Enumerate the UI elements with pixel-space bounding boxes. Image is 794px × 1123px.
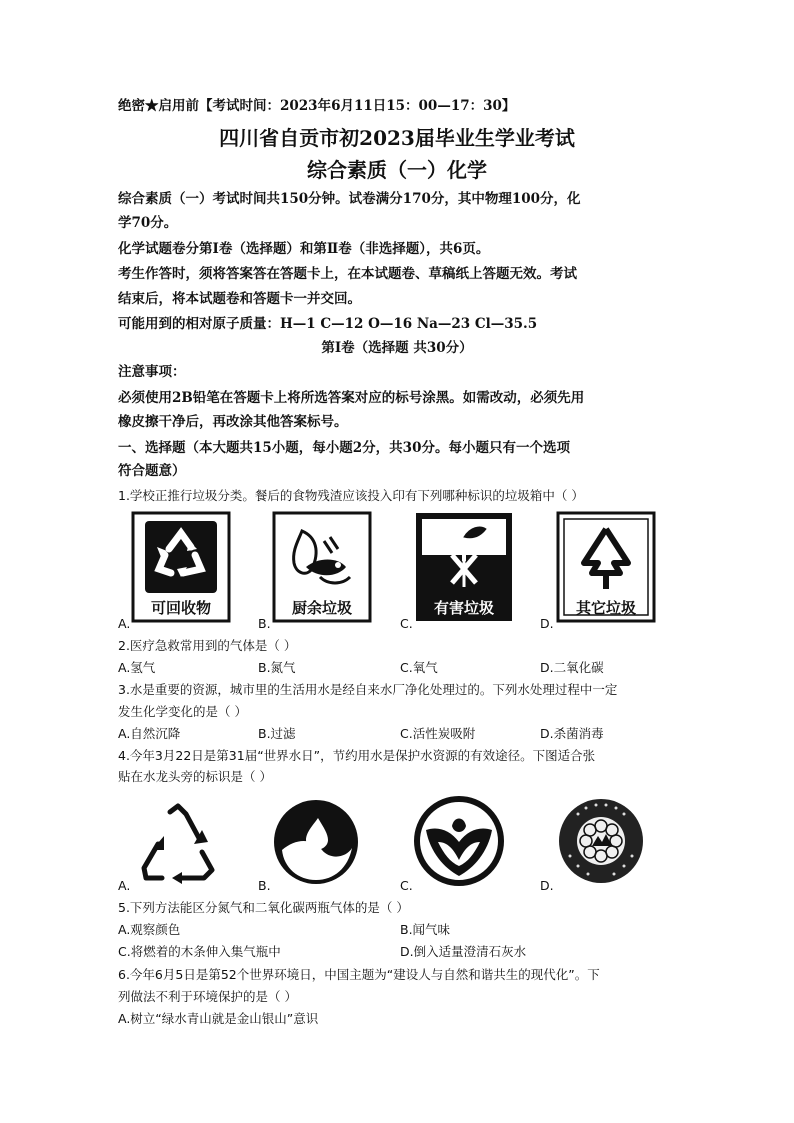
q3-option-d: D.杀菌消毒 xyxy=(540,726,604,741)
q3-option-b: B.过滤 xyxy=(258,726,296,741)
q1-option-b-sign-label: 厨余垃圾 xyxy=(291,599,352,617)
q3-stem-line-2: 发生化学变化的是（ ） xyxy=(118,704,247,719)
q2-option-b: B.氮气 xyxy=(258,660,296,675)
environment-emblem-icon xyxy=(556,796,646,886)
q2-stem: 2.医疗急救常用到的气体是（ ） xyxy=(118,638,297,653)
exam-subtitle: 综合素质（一）化学 xyxy=(307,158,487,182)
water-saving-emblem-icon xyxy=(272,798,360,886)
q6-stem-line-1: 6.今年6月5日是第52个世界环境日，中国主题为“建设人与自然和谐共生的现代化”。下 xyxy=(118,967,600,982)
q4-option-b-image xyxy=(272,798,360,886)
part-heading-1: 一、选择题（本大题共15小题，每小题2分，共30分。每小题只有一个选项 xyxy=(118,440,570,456)
q1-option-c-letter: C. xyxy=(400,616,413,631)
q4-option-d-image xyxy=(556,796,646,886)
q3-stem-line-1: 3.水是重要的资源，城市里的生活用水是经自来水厂净化处理过的。下列水处理过程中一定 xyxy=(118,682,618,697)
q1-option-a-letter: A. xyxy=(118,616,131,631)
q2-option-a: A.氢气 xyxy=(118,660,156,675)
q6-option-a: A.树立“绿水青山就是金山银山”意识 xyxy=(118,1011,319,1026)
q4-stem-line-1: 4.今年3月22日是第31届“世界水日”，节约用水是保护水资源的有效途径。下图适合张 xyxy=(118,748,596,763)
q2-option-c: C.氧气 xyxy=(400,660,438,675)
q1-option-a-sign-label: 可回收物 xyxy=(150,599,211,617)
exam-title: 四川省自贡市初2023届毕业生学业考试 xyxy=(219,126,575,150)
q5-option-a: A.观察颜色 xyxy=(118,922,181,937)
intro-line-1: 综合素质（一）考试时间共150分钟。试卷满分170分，其中物理100分，化 xyxy=(118,191,581,207)
green-emblem-icon xyxy=(414,796,504,886)
confidential-line: 绝密★启用前【考试时间：2023年6月11日15：00—17：30】 xyxy=(118,98,516,114)
q4-option-a-letter: A. xyxy=(118,878,131,893)
q6-stem-line-2: 列做法不利于环境保护的是（ ） xyxy=(118,989,297,1004)
intro-line-5: 结束后，将本试题卷和答题卡一并交回。 xyxy=(118,291,361,307)
q5-option-b: B.闻气味 xyxy=(400,922,451,937)
q1-option-d-letter: D. xyxy=(540,616,554,631)
q4-option-b-letter: B. xyxy=(258,878,271,893)
intro-line-3: 化学试题卷分第Ⅰ卷（选择题）和第Ⅱ卷（非选择题），共6页。 xyxy=(118,241,490,257)
q5-option-c: C.将燃着的木条伸入集气瓶中 xyxy=(118,944,281,959)
q4-stem-line-2: 贴在水龙头旁的标识是（ ） xyxy=(118,769,272,784)
q1-option-b-letter: B. xyxy=(258,616,271,631)
q5-stem: 5.下列方法能区分氮气和二氧化碳两瓶气体的是（ ） xyxy=(118,900,409,915)
q4-option-c-letter: C. xyxy=(400,878,413,893)
intro-line-2: 学70分。 xyxy=(118,215,178,231)
recycling-triangle-icon xyxy=(138,800,218,884)
q1-option-b-sign xyxy=(272,511,372,623)
q3-option-a: A.自然沉降 xyxy=(118,726,181,741)
part-heading-2: 符合题意） xyxy=(118,463,186,479)
intro-line-4: 考生作答时，须将答案答在答题卡上，在本试题卷、草稿纸上答题无效。考试 xyxy=(118,266,577,282)
q4-option-c-image xyxy=(414,796,504,886)
q1-option-c-sign-label: 有害垃圾 xyxy=(433,599,494,617)
q1-option-d-sign-label: 其它垃圾 xyxy=(575,599,636,617)
q4-option-d-letter: D. xyxy=(540,878,554,893)
q2-option-d: D.二氧化碳 xyxy=(540,660,604,675)
section-heading: 第Ⅰ卷（选择题 共30分） xyxy=(321,340,473,356)
q1-option-c-sign xyxy=(414,511,514,623)
q3-option-c: C.活性炭吸附 xyxy=(400,726,476,741)
q4-option-a-image xyxy=(138,800,218,884)
notes-line-1: 必须使用2B铅笔在答题卡上将所选答案对应的标号涂黑。如需改动，必须先用 xyxy=(118,390,585,406)
notes-line-2: 橡皮擦干净后，再改涂其他答案标号。 xyxy=(118,414,348,430)
q1-option-d-sign xyxy=(556,511,656,623)
atomic-mass-line: 可能用到的相对原子质量：H—1 C—12 O—16 Na—23 Cl—35.5 xyxy=(118,316,538,332)
q1-stem: 1.学校正推行垃圾分类。餐后的食物残渣应该投入印有下列哪种标识的垃圾箱中（ ） xyxy=(118,488,584,503)
q5-option-d: D.倒入适量澄清石灰水 xyxy=(400,944,527,959)
q1-option-a-sign xyxy=(131,511,231,623)
notes-title: 注意事项： xyxy=(118,364,186,380)
